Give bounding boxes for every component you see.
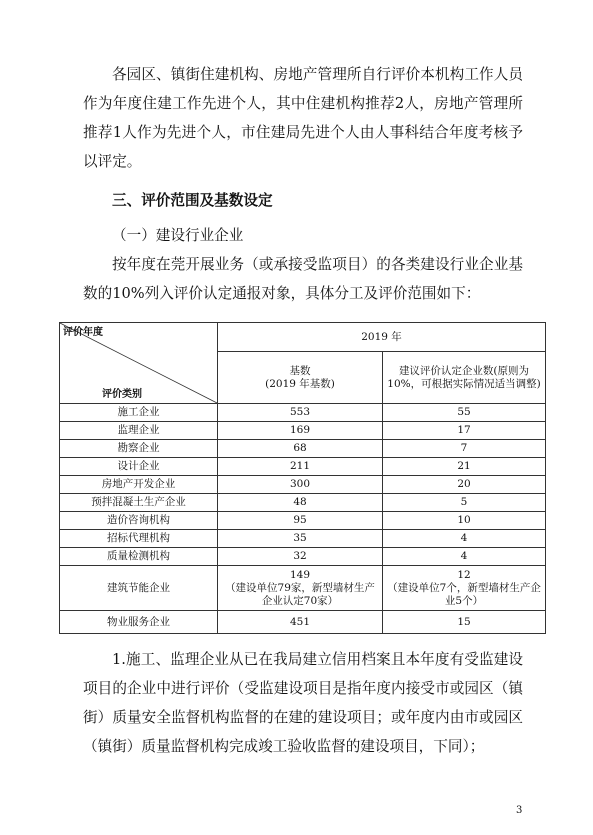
recommend-cell: 10: [383, 512, 546, 530]
recommend-cell: 7: [383, 440, 546, 458]
recommend-cell: 17: [383, 422, 546, 440]
base-cell: 35: [218, 530, 383, 548]
corner-label-year: 评价年度: [63, 327, 103, 338]
base-note: （建设单位79家，新型墙材生产企业认定70家）: [225, 581, 375, 607]
table-corner-cell: [60, 323, 218, 404]
recommend-cell: 55: [383, 404, 546, 422]
recommend-cell: [383, 566, 546, 611]
table-row: [60, 404, 546, 422]
recommend-cell: 20: [383, 476, 546, 494]
table-row: [60, 494, 546, 512]
category-cell: 监理企业: [60, 422, 218, 440]
base-cell: 211: [218, 458, 383, 476]
base-cell: 32: [218, 548, 383, 566]
category-cell: 设计企业: [60, 458, 218, 476]
section-heading-3: 三、评价范围及基数设定: [112, 192, 273, 209]
base-value: 149: [289, 568, 311, 581]
base-cell: 68: [218, 440, 383, 458]
base-cell: 300: [218, 476, 383, 494]
base-cell: 553: [218, 404, 383, 422]
recommend-cell: 5: [383, 494, 546, 512]
category-cell: 建筑节能企业: [60, 566, 218, 611]
paragraph-scope: 按年度在莞开展业务（或承接受监项目）的各类建设行业企业基数的10%列入评价认定通报对象，具体分工及评价范围如下：: [83, 256, 523, 302]
base-cell: 95: [218, 512, 383, 530]
recommend-header: 建议评价认定企业数(原则为10%，可根据实际情况适当调整): [383, 352, 546, 404]
base-cell: 169: [218, 422, 383, 440]
paragraph-advanced-individuals: 各园区、镇街住建机构、房地产管理所自行评价本机构工作人员作为年度住建工作先进个人，其中住建机构推荐2人，房地产管理所推荐1人作为先进个人，市住建局先进个人由人事科结合年度考核予以评定。: [83, 66, 523, 170]
category-cell: 预拌混凝土生产企业: [60, 494, 218, 512]
subsection-heading-1: （一）建设行业企业: [112, 227, 244, 244]
recommend-value: 12: [457, 568, 471, 581]
evaluation-table: [59, 322, 546, 634]
table-row: [60, 458, 546, 476]
paragraph-construction-supervision: 1.施工、监理企业从已在我局建立信用档案且本年度有受监建设项目的企业中进行评价（受监建设项目是指年度内接受市或园区（镇街）质量安全监督机构监督的在建的建设项目；或年度内由市或园区（镇街）质量监督机构完成竣工验收监督的建设项目，下同）；: [83, 651, 523, 755]
base-cell: 48: [218, 494, 383, 512]
base-header-line1: 基数: [289, 364, 311, 377]
base-cell: [218, 566, 383, 611]
category-cell: 房地产开发企业: [60, 476, 218, 494]
table-row: [60, 422, 546, 440]
base-header-line2: (2019 年基数): [265, 377, 335, 390]
page-number: 3: [516, 805, 523, 816]
table-row: [60, 512, 546, 530]
base-cell: 451: [218, 611, 383, 634]
recommend-cell: 4: [383, 548, 546, 566]
corner-label-category: 评价类别: [102, 389, 142, 400]
table-row: [60, 476, 546, 494]
recommend-cell: 15: [383, 611, 546, 634]
recommend-note: （建设单位7个，新型墙材生产企业5个）: [387, 581, 541, 607]
year-header: 2019 年: [218, 323, 546, 352]
category-cell: 造价咨询机构: [60, 512, 218, 530]
category-cell: 物业服务企业: [60, 611, 218, 634]
category-cell: 招标代理机构: [60, 530, 218, 548]
category-cell: 施工企业: [60, 404, 218, 422]
table-row: [60, 440, 546, 458]
category-cell: 勘察企业: [60, 440, 218, 458]
base-header: [218, 352, 383, 404]
table-row: [60, 611, 546, 634]
category-cell: 质量检测机构: [60, 548, 218, 566]
recommend-cell: 4: [383, 530, 546, 548]
table-row-energy: [60, 566, 546, 611]
table-row: [60, 548, 546, 566]
recommend-cell: 21: [383, 458, 546, 476]
table-row: [60, 530, 546, 548]
